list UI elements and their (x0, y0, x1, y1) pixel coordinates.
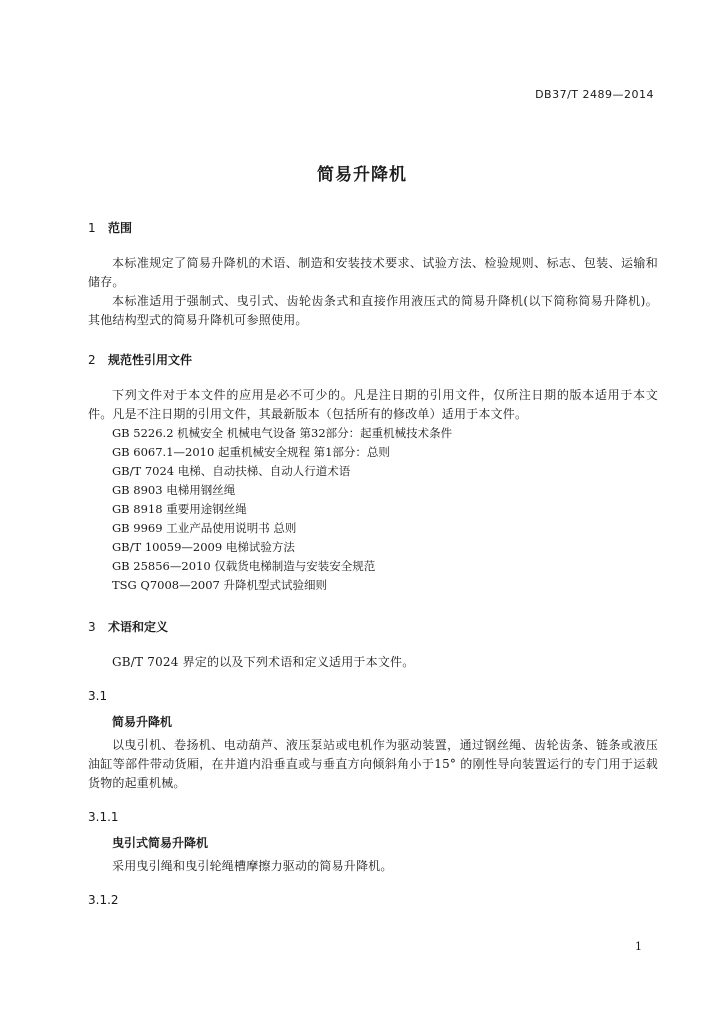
page-number: 1 (635, 940, 642, 953)
section-1-heading (88, 218, 658, 238)
reference-item: GB/T 7024 电梯、自动扶梯、自动人行道术语 (112, 464, 351, 478)
section-number: 1 (88, 221, 96, 235)
definition-traction-simple-lift: 采用曳引绳和曳引轮绳槽摩擦力驱动的简易升降机。 (112, 859, 393, 873)
document-body (88, 218, 658, 910)
section-title: 术语和定义 (108, 620, 169, 634)
terms-intro: GB/T 7024 界定的以及下列术语和定义适用于本文件。 (112, 655, 415, 669)
clause-number-3-1-2: 3.1.2 (88, 893, 119, 907)
reference-item: GB/T 10059—2009 电梯试验方法 (112, 540, 295, 554)
clause-number-3-1: 3.1 (88, 689, 108, 703)
reference-list (88, 424, 658, 595)
reference-item: GB 5226.2 机械安全 机械电气设备 第32部分：起重机械技术条件 (112, 426, 453, 440)
reference-item: GB 8903 电梯用钢丝绳 (112, 483, 236, 497)
section-title: 规范性引用文件 (108, 353, 193, 367)
section-2-heading (88, 350, 658, 370)
scope-paragraph-1: 本标准规定了简易升降机的术语、制造和安装技术要求、试验方法、检验规则、标志、包装、运输和储存。 (88, 256, 658, 289)
reference-item: TSG Q7008—2007 升降机型式试验细则 (112, 578, 328, 592)
section-number: 2 (88, 353, 96, 367)
definition-simple-lift: 以曳引机、卷扬机、电动葫芦、液压泵站或电机作为驱动装置，通过钢丝绳、齿轮齿条、链条或液压油缸等部件带动货厢，在井道内沿垂直或与垂直方向倾斜角小于15° 的刚性导向装置运行的专门用于运载货物的起重机械。 (88, 738, 658, 790)
term-traction-simple-lift: 曳引式简易升降机 (112, 836, 209, 850)
reference-item: GB 9969 工业产品使用说明书 总则 (112, 521, 297, 535)
reference-item: GB 8918 重要用途钢丝绳 (112, 502, 247, 516)
reference-item: GB 25856—2010 仅载货电梯制造与安装安全规范 (112, 559, 376, 573)
clause-number-3-1-1: 3.1.1 (88, 810, 119, 824)
reference-item: GB 6067.1—2010 起重机械安全规程 第1部分：总则 (112, 445, 390, 459)
section-number: 3 (88, 620, 96, 634)
scope-paragraph-2: 本标准适用于强制式、曳引式、齿轮齿条式和直接作用液压式的简易升降机(以下简称简易升降机)。其他结构型式的简易升降机可参照使用。 (88, 294, 658, 327)
references-intro: 下列文件对于本文件的应用是必不可少的。凡是注日期的引用文件，仅所注日期的版本适用于本文件。凡是不注日期的引用文件，其最新版本（包括所有的修改单）适用于本文件。 (88, 388, 658, 421)
section-title: 范围 (108, 221, 133, 235)
section-3-heading (88, 617, 658, 637)
term-simple-lift: 简易升降机 (112, 715, 173, 729)
document-code: DB37/T 2489—2014 (535, 88, 654, 101)
document-title: 简易升降机 (317, 165, 407, 185)
